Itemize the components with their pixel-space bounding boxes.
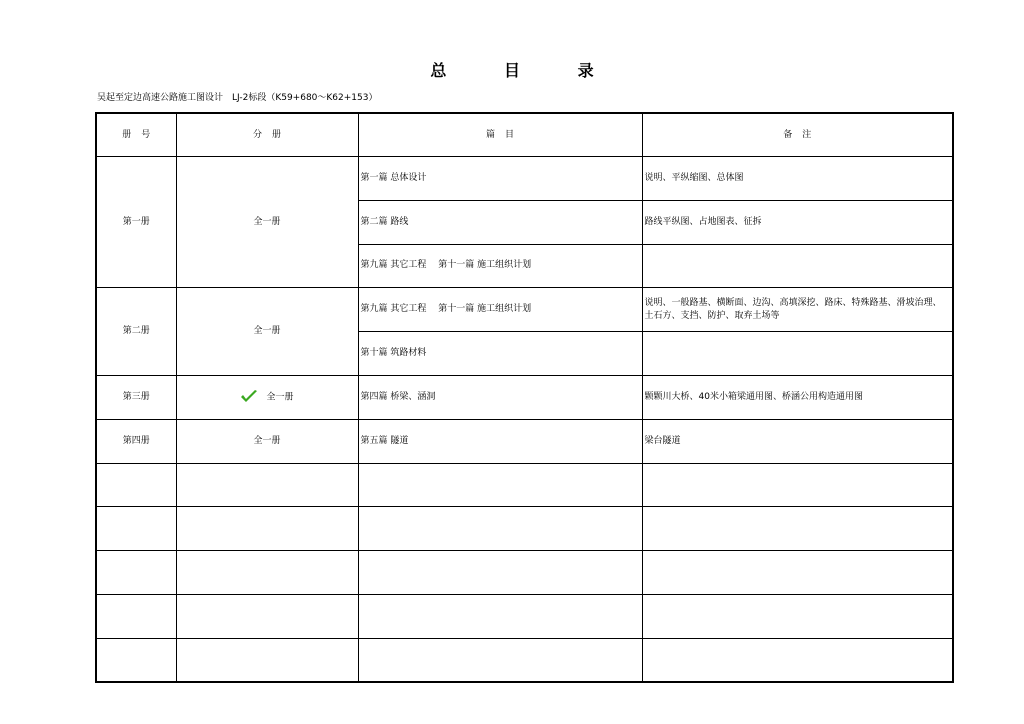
header-remark: 备注 [642,113,953,157]
header-part: 分册 [176,113,358,157]
header-volume: 册号 [96,113,176,157]
remark-cell: 说明、一般路基、横断面、边沟、高填深挖、路床、特殊路基、滑坡治理、土石方、支挡、防护、取弃土场等 [642,288,953,332]
empty-row [96,551,953,595]
empty-row [96,507,953,551]
checkmark-icon [240,390,258,404]
document-subtitle: 吴起至定边高速公路施工图设计 LJ-2标段（K59+680～K62+153） [97,93,378,103]
volume-cell: 第二册 [96,288,176,376]
chapter-cell: 第九篇 其它工程 第十一篇 施工组织计划 [358,288,642,332]
table-header-row [96,113,953,157]
chapter-cell: 第五篇 隧道 [358,419,642,463]
part-cell: 全一册 [176,288,358,376]
contents-table [95,112,954,683]
table-row [96,288,953,332]
chapter-cell: 第十篇 筑路材料 [358,332,642,376]
remark-cell [642,244,953,288]
table-row [96,157,953,201]
empty-row [96,594,953,638]
chapter-cell: 第四篇 桥梁、涵洞 [358,375,642,419]
table-row [96,419,953,463]
page-title: 总 目 录 [430,61,620,80]
header-chapter: 篇目 [358,113,642,157]
volume-cell: 第三册 [96,375,176,419]
part-cell: 全一册 [176,419,358,463]
empty-row [96,463,953,507]
part-cell [176,375,358,419]
part-cell: 全一册 [176,157,358,288]
chapter-cell: 第九篇 其它工程 第十一篇 施工组织计划 [358,244,642,288]
volume-cell: 第四册 [96,419,176,463]
chapter-cell: 第一篇 总体设计 [358,157,642,201]
volume-cell: 第一册 [96,157,176,288]
remark-cell: 说明、平纵缩图、总体图 [642,157,953,201]
chapter-cell: 第二篇 路线 [358,200,642,244]
remark-cell: 梁台隧道 [642,419,953,463]
part-label: 全一册 [266,392,294,403]
table-row [96,375,953,419]
empty-row [96,638,953,682]
remark-cell [642,332,953,376]
remark-cell: 路线平纵图、占地图表、征拆 [642,200,953,244]
remark-cell: 颗颗川大桥、40米小箱梁通用图、桥涵公用构造通用图 [642,375,953,419]
